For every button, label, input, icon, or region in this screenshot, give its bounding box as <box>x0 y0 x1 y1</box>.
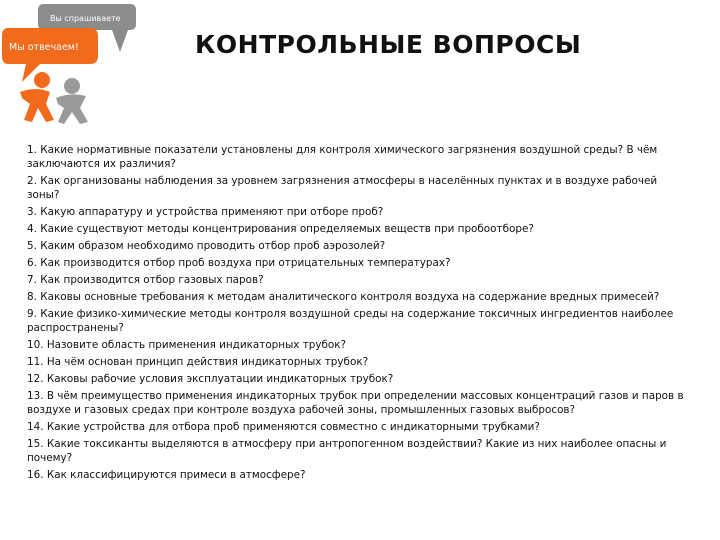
question-item: 4. Какие существуют методы концентрирования определяемых веществ при пробоотборе? <box>27 223 534 235</box>
question-item: 2. Как организованы наблюдения за уровнем загрязнения атмосферы в населённых пунктах и в воздухе рабочей зоны? <box>27 175 658 201</box>
bubble-top-text: Вы спрашиваете <box>50 14 121 23</box>
questions-list <box>27 143 687 485</box>
question-item: 1. Какие нормативные показатели установлены для контроля химического загрязнения воздушной среды? В чём заключаются их различия? <box>27 144 658 170</box>
question-item: 16. Как классифицируются примеси в атмосфере? <box>27 469 306 481</box>
bubble-bottom-text: Мы отвечаем! <box>9 42 79 53</box>
question-item: 3. Какую аппаратуру и устройства применяют при отборе проб? <box>27 206 384 218</box>
question-item: 7. Как производится отбор газовых паров? <box>27 274 264 286</box>
question-item: 14. Какие устройства для отбора проб применяются совместно с индикаторными трубками? <box>27 421 540 433</box>
question-item: 12. Каковы рабочие условия эксплуатации индикаторных трубок? <box>27 373 394 385</box>
question-item: 13. В чём преимущество применения индикаторных трубок при определении массовых концентраций газов и паров в воздухе и газовых средах при контроле воздуха рабочей зоны, промышленных газовых выбросов? <box>27 390 684 416</box>
question-item: 10. Назовите область применения индикаторных трубок? <box>27 339 347 351</box>
orange-speech-bubble <box>2 28 98 82</box>
question-item: 6. Как производится отбор проб воздуха при отрицательных температурах? <box>27 257 451 269</box>
logo-speech-bubbles <box>0 0 140 125</box>
question-item: 8. Каковы основные требования к методам аналитического контроля воздуха на содержание вредных примесей? <box>27 291 660 303</box>
question-item: 5. Каким образом необходимо проводить отбор проб аэрозолей? <box>27 240 386 252</box>
page-title: КОНТРОЛЬНЫЕ ВОПРОСЫ <box>195 30 582 59</box>
gray-person-icon <box>56 78 88 124</box>
question-item: 15. Какие токсиканты выделяются в атмосферу при антропогенном воздействии? Какие из них наиболее опасны и почему? <box>27 438 667 464</box>
question-item: 11. На чём основан принцип действия индикаторных трубок? <box>27 356 369 368</box>
question-item: 9. Какие физико-химические методы контроля воздушной среды на содержание токсичных ингредиентов наиболее распространены? <box>27 308 674 334</box>
orange-person-icon <box>20 72 54 122</box>
